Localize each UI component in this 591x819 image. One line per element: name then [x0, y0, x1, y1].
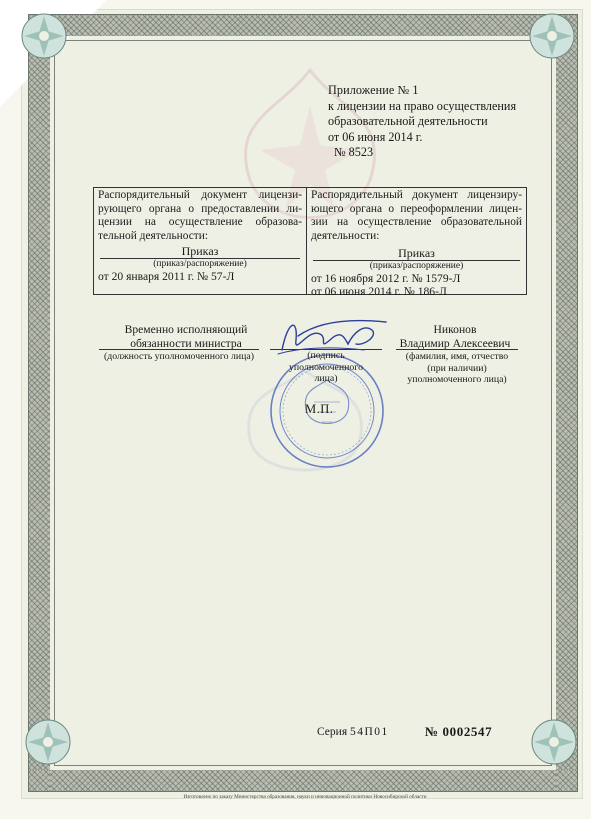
- reissue-doc-type: Приказ: [398, 246, 435, 261]
- signatory-surname: Никонов: [433, 323, 477, 336]
- name-caption-line-2: (при наличии): [427, 362, 487, 374]
- position-line-1: Временно исполняющий: [124, 323, 248, 336]
- series-label: Серия: [317, 726, 348, 738]
- signatory-position: [116, 323, 256, 350]
- blank-series: [317, 726, 389, 738]
- position-caption: (должность уполномоченного лица): [99, 349, 259, 362]
- grant-doc-type-caption: (приказ/распоряжение): [100, 258, 300, 270]
- reissue-doc-header: Распорядительный документ лицензиру-ющего органа о переоформлении лицен-зии на осуществление образовательной деятельности:: [311, 189, 522, 242]
- table-cell-reissue: [307, 188, 526, 299]
- orders-table: [93, 187, 527, 299]
- reissue-doc-type-caption: (приказ/распоряжение): [313, 260, 520, 272]
- blank-number: № 0002547: [425, 724, 493, 739]
- corner-ornament-bottom-right: [524, 706, 591, 776]
- grant-doc-type: Приказ: [181, 244, 219, 259]
- name-caption-line-1: (фамилия, имя, отчество: [405, 351, 509, 362]
- position-line-2: обязанности министра: [130, 336, 242, 350]
- table-cell-grant: [94, 188, 307, 294]
- corner-ornament-bottom-left: [14, 706, 84, 776]
- signatory-given-names: Владимир Алексеевич: [399, 336, 511, 350]
- appendix-license-line: к лицензии на право осуществления: [328, 98, 517, 113]
- grant-doc-header: Распорядительный документ лицензи-рующего органа о предоставлении ли-цензии на осуществление образова-тельной деятельности:: [98, 189, 302, 242]
- appendix-number: № 8523: [334, 145, 374, 159]
- signature-caption: [284, 349, 368, 385]
- reissue-doc-date-1: от 16 ноября 2012 г. № 1579-Л: [311, 272, 461, 286]
- name-caption: [396, 349, 518, 386]
- grant-doc-date: от 20 января 2011 г. № 57-Л: [98, 270, 235, 284]
- reissue-doc-date-2: от 06 июня 2014 г. № 186-Л: [311, 285, 447, 299]
- name-caption-line-3: уполномоченного лица): [407, 374, 507, 385]
- signatory-name: [392, 323, 518, 350]
- seal-label: М.П.: [305, 402, 334, 416]
- signature-caption-line-2: уполномоченного: [289, 361, 363, 373]
- series-value: 54П01: [349, 726, 389, 738]
- signature-caption-line-1: (подпись: [307, 350, 345, 361]
- manufacturer-footer: Изготовлено по заказу Министерства образования, науки и инновационной политики Новосибирской области: [183, 794, 427, 800]
- corner-ornament-top-right: [522, 0, 591, 70]
- corner-ornament-top-left: [2, 0, 72, 70]
- appendix-header: [328, 83, 548, 161]
- appendix-activity-line: образовательной деятельности: [328, 114, 488, 128]
- appendix-title: Приложение № 1: [328, 83, 419, 97]
- appendix-date: от 06 июня 2014 г.: [328, 129, 423, 144]
- signature-caption-line-3: лица): [314, 373, 338, 384]
